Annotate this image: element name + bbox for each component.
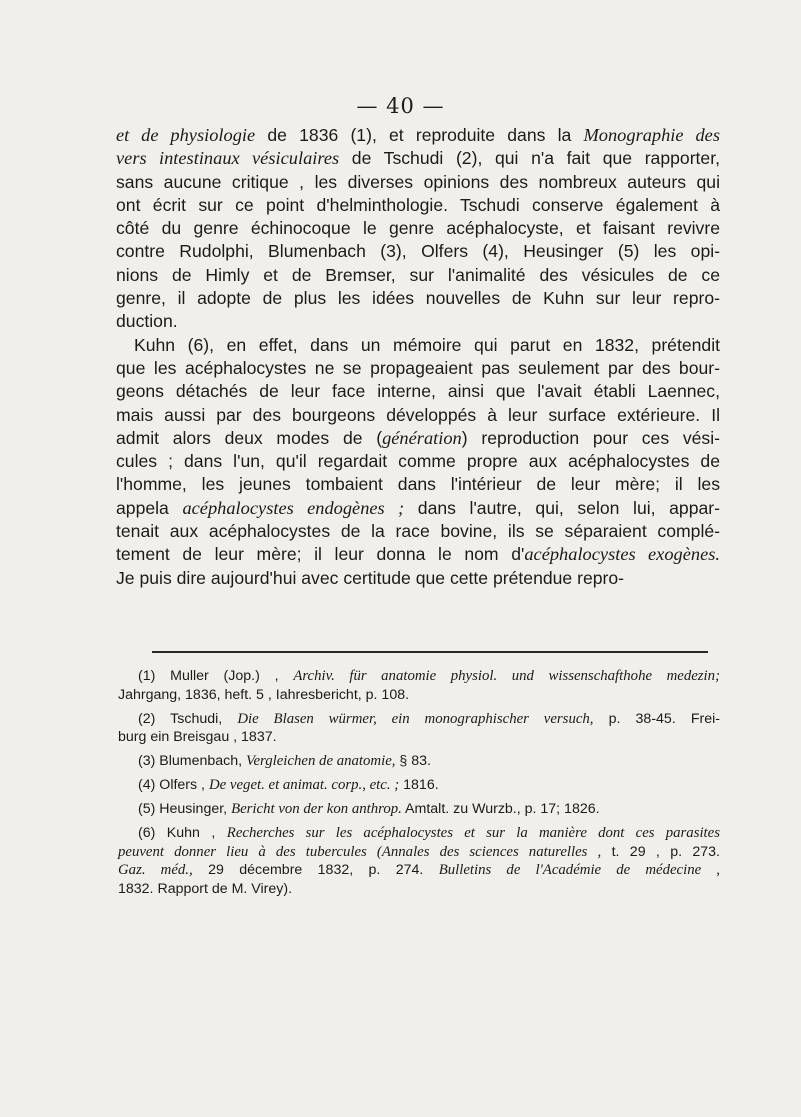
- footnote-3: [118, 752, 720, 771]
- body-line: [116, 264, 720, 287]
- text-run: (3) Blumenbach,: [138, 753, 247, 770]
- text-run: contre Rudolphi, Blumenbach (3), Olfers (4), Heusinger (5) les opi-: [116, 241, 720, 262]
- footnote-5: [118, 800, 720, 819]
- body-line: [116, 543, 720, 566]
- body-line: [116, 380, 720, 403]
- body-line: [116, 497, 720, 520]
- text-run: nions de Himly et de Bremser, sur l'animalité des vésicules de ce: [116, 264, 720, 285]
- text-run: mais aussi par des bourgeons développés à leur surface extérieure. Il: [116, 404, 720, 425]
- text-run: (4) Olfers ,: [138, 777, 209, 794]
- text-run: tenait aux acéphalocystes de la race bovine, ils se séparaient complé-: [116, 521, 720, 542]
- text-run: genre, il adopte de plus les idées nouvelles de Kuhn sur leur repro-: [116, 288, 720, 309]
- italic-text: Bulletins de l'Académie de médecine ,: [438, 862, 721, 879]
- italic-text: Bericht von der kon anthrop.: [231, 801, 402, 818]
- text-run: sans aucune critique , les diverses opinions des nombreux auteurs qui: [116, 171, 720, 192]
- text-run: l'homme, les jeunes tombaient dans l'intérieur de leur mère; il les: [116, 474, 720, 495]
- text-run: Jahrgang, 1836, heft. 5 , Iahresbericht, p. 108.: [118, 686, 410, 703]
- text-run: de 1836 (1), et reproduite dans la: [255, 125, 584, 145]
- italic-text: peuvent donner lieu à des tubercules (Annales des sciences naturelles ,: [118, 843, 602, 860]
- italic-text: vers intestinaux vésiculaires: [116, 148, 340, 169]
- footnote-line: [118, 843, 720, 862]
- footnote-line: [118, 824, 720, 843]
- italic-text: Vergleichen de anatomie,: [246, 753, 396, 770]
- text-run: ont écrit sur ce point d'helminthologie. Tschudi conserve également à: [116, 194, 720, 215]
- text-run: § 83.: [395, 753, 431, 770]
- text-run: 1832. Rapport de M. Virey).: [118, 880, 293, 897]
- italic-text: Recherches sur les acéphalocystes et sur la manière dont ces parasites: [226, 825, 720, 842]
- text-run: (1) Muller (Jop.) ,: [138, 668, 294, 684]
- body-line: [116, 147, 720, 170]
- body-line: [116, 520, 720, 543]
- italic-text: et de physiologie: [116, 125, 256, 145]
- main-text: [116, 124, 720, 590]
- text-run: Amtalt. zu Wurzb., p. 17; 1826.: [401, 801, 600, 818]
- page-number: — 40 —: [356, 94, 445, 118]
- body-line: [116, 334, 720, 357]
- text-run: côté du genre échinocoque le genre acéphalocyste, et faisant revivre: [116, 218, 720, 239]
- body-line: [116, 240, 720, 263]
- text-run: admit alors deux modes de (: [116, 427, 383, 448]
- body-line: [116, 450, 720, 473]
- text-run: t. 29 , p. 273.: [601, 843, 720, 860]
- footnote-line: [118, 667, 720, 686]
- italic-text: acéphalocystes exogènes.: [524, 544, 720, 565]
- italic-text: Die Blasen würmer, ein monographischer versuch,: [237, 710, 594, 727]
- footnote-divider: [152, 651, 708, 653]
- footnotes: [118, 667, 720, 904]
- footnote-line: [118, 776, 720, 795]
- text-run: dans l'autre, qui, selon lui, appar-: [404, 497, 721, 518]
- text-run: Je puis dire aujourd'hui avec certitude que cette prétendue repro-: [116, 567, 625, 588]
- body-line: [116, 124, 720, 147]
- text-run: geons détachés de leur face interne, ainsi que l'avait établi Laennec,: [116, 381, 720, 402]
- text-run: de Tschudi (2), qui n'a fait que rapporter,: [339, 148, 720, 169]
- body-line: [116, 404, 720, 427]
- footnote-4: [118, 776, 720, 795]
- italic-text: acéphalocystes endogènes ;: [182, 497, 405, 518]
- text-run: Kuhn (6), en effet, dans un mémoire qui parut en 1832, prétendit: [134, 334, 720, 355]
- body-line: [116, 287, 720, 310]
- italic-text: De veget. et animat. corp., etc. ;: [208, 777, 400, 794]
- body-line: [116, 567, 720, 590]
- text-run: 1816.: [399, 777, 439, 794]
- footnote-line: [118, 800, 720, 819]
- text-run: cules ; dans l'un, qu'il regardait comme propre aux acéphalocystes de: [116, 451, 720, 472]
- footnote-2: [118, 710, 720, 747]
- footnote-line: [118, 752, 720, 771]
- text-run: que les acéphalocystes ne se propageaient pas seulement par des bour-: [116, 357, 720, 378]
- body-line: [116, 473, 720, 496]
- italic-text: Monographie des: [583, 125, 720, 145]
- footnote-line: [118, 861, 720, 880]
- body-line: [116, 194, 720, 217]
- text-run: 29 décembre 1832, p. 274.: [192, 862, 439, 879]
- italic-text: génération: [382, 427, 462, 448]
- text-run: appela: [116, 497, 183, 518]
- footnote-line: [118, 710, 720, 729]
- text-run: duction.: [116, 311, 178, 332]
- body-line: [116, 310, 720, 333]
- body-line: [116, 217, 720, 240]
- footnote-line: [118, 728, 720, 747]
- footnote-line: [118, 686, 720, 705]
- italic-text: Archiv. für anatomie physiol. und wissenschafthohe medezin;: [293, 668, 720, 684]
- footnote-line: [118, 880, 720, 899]
- text-run: tement de leur mère; il leur donna le nom d': [116, 544, 525, 565]
- italic-text: Gaz. méd.,: [118, 862, 193, 879]
- text-run: p. 38-45. Frei-: [593, 710, 721, 727]
- body-line: [116, 357, 720, 380]
- body-line: [116, 171, 720, 194]
- text-run: (6) Kuhn ,: [138, 825, 227, 842]
- body-line: [116, 427, 720, 450]
- text-run: ) reproduction pour ces vési-: [461, 427, 720, 448]
- text-run: burg ein Breisgau , 1837.: [118, 729, 277, 746]
- text-run: (5) Heusinger,: [138, 801, 232, 818]
- text-run: (2) Tschudi,: [138, 710, 238, 727]
- footnote-6: [118, 824, 720, 898]
- footnote-1: [118, 667, 720, 704]
